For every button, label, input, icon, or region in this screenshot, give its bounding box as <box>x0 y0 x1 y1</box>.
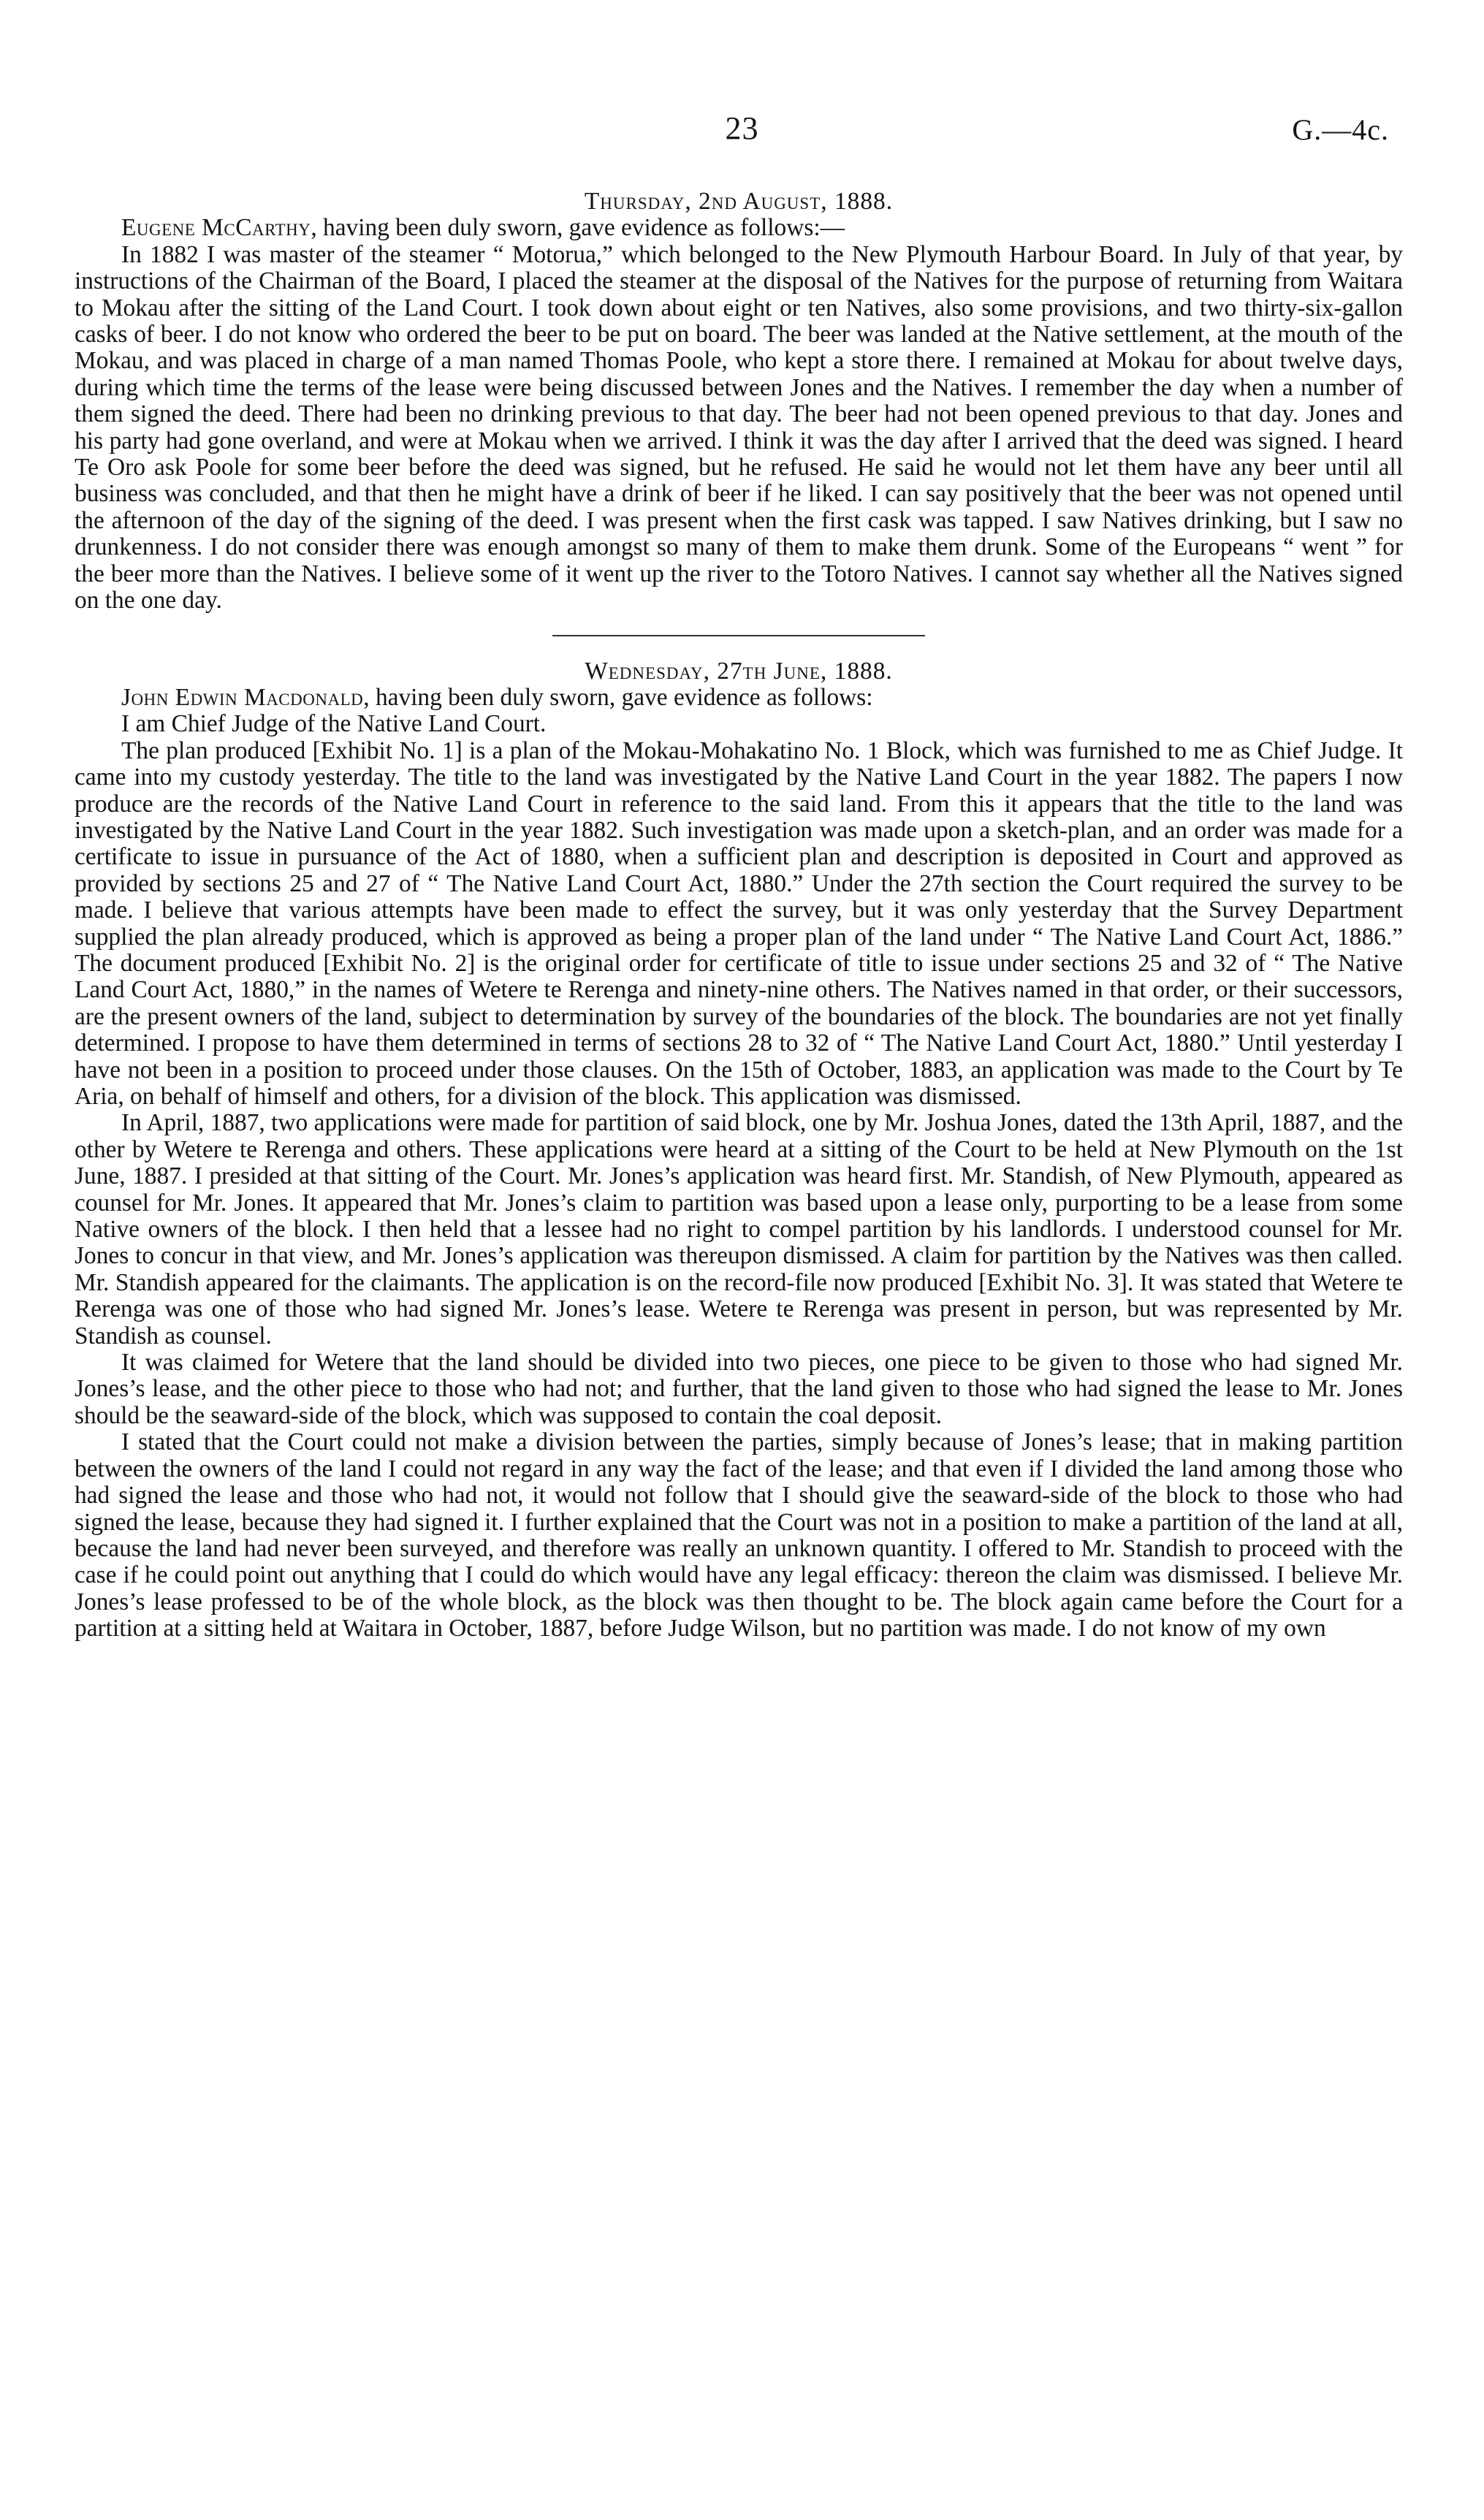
evidence-paragraph: In April, 1887, two applications were made for partition of said block, one by Mr. Joshua Jones, dated the 13th April, 1887, and the other by Wetere te Rerenga and others. These applications were heard at a sitting of the Court to be held at New Plymouth on the 1st June, 1887. I presided at that sitting of the Court. Mr. Jones’s application was heard first. Mr. Standish, of New Plymouth, appeared as counsel for Mr. Jones. It appeared that Mr. Jones’s claim to partition was based upon a lease only, purporting to be a lease from some Native owners of the block. I then held that a lessee had no right to compel partition by his landlords. I understood counsel for Mr. Jones to concur in that view, and Mr. Jones’s application was thereupon dismissed. A claim for partition by the Natives was then called. Mr. Standish appeared for the claimants. The application is on the record-file now produced [Exhibit No. 3]. It was stated that Wetere te Rerenga was one of those who had signed Mr. Jones’s lease. Wetere te Rerenga was present in person, but was represented by Mr. Standish as counsel. <box>75 1109 1403 1350</box>
evidence-section-macdonald <box>75 658 1403 1642</box>
date-heading: Wednesday, 27th June, 1888. <box>585 657 893 685</box>
witness-intro <box>75 685 1403 711</box>
date-heading: Thursday, 2nd August, 1888. <box>584 188 894 215</box>
evidence-section-mccarthy <box>75 189 1403 614</box>
witness-name: John Edwin Macdonald <box>121 683 364 711</box>
evidence-paragraph: The plan produced [Exhibit No. 1] is a plan of the Mokau-Mohakatino No. 1 Block, which was furnished to me as Chief Judge. It came into my custody yesterday. The title to the land was investigated by the Native Land Court in the year 1882. The papers I now produce are the records of the Native Land Court in reference to the said land. From this it appears that the title to the land was investigated by the Native Land Court in the year 1882. Such investigation was made upon a sketch-plan, and an order was made for a certificate to issue in pursuance of the Act of 1880, when a sufficient plan and description is deposited in Court and approved as provided by sections 25 and 27 of “ The Native Land Court Act, 1880.” Under the 27th section the Court required the survey to be made. I believe that various attempts have been made to effect the survey, but it was only yesterday that the Survey Department supplied the plan already produced, which is approved as being a proper plan of the land under “ The Native Land Court Act, 1886.” The document produced [Exhibit No. 2] is the original order for certificate of title to issue under sections 25 and 32 of “ The Native Land Court Act, 1880,” in the names of Wetere te Rerenga and ninety-nine others. The Natives named in that order, or their successors, are the present owners of the land, subject to determination by survey of the boundaries of the block. The boundaries are not yet finally determined. I propose to have them determined in terms of sections 28 to 32 of “ The Native Land Court Act, 1880.” Until yesterday I have not been in a position to proceed under those clauses. On the 15th of October, 1883, an application was made to the Court by Te Aria, on behalf of himself and others, for a division of the block. This application was dismissed. <box>75 736 1403 1110</box>
witness-intro-text: , having been duly sworn, gave evidence as follows: <box>363 683 873 711</box>
evidence-paragraph: I stated that the Court could not make a division between the parties, simply because of Jones’s lease; that in making partition between the owners of the land I could not regard in any way the fact of the lease; and that even if I divided the land among those who had signed the lease and those who had not, it would not follow that I should give the seaward-side of the block to those who had signed the lease, because they had signed it. I further explained that the Court was not in a position to make a partition of the land at all, because the land had never been surveyed, and therefore was really an unknown quantity. I offered to Mr. Standish to proceed with the case if he could point out anything that I could do which would have any legal efficacy: thereon the claim was dismissed. I believe Mr. Jones’s lease professed to be of the whole block, as the block was then thought to be. The block again came before the Court for a partition at a sitting held at Waitara in October, 1887, before Judge Wilson, but no partition was made. I do not know of my own <box>75 1428 1403 1642</box>
evidence-paragraph: In 1882 I was master of the steamer “ Motorua,” which belonged to the New Plymouth Harbour Board. In July of that year, by instructions of the Chairman of the Board, I placed the steamer at the disposal of the Natives for the purpose of returning from Waitara to Mokau after the sitting of the Land Court. I took down about eight or ten Natives, also some provisions, and two thirty-six-gallon casks of beer. I do not know who ordered the beer to be put on board. The beer was landed at the Native settlement, at the mouth of the Mokau, and was placed in charge of a man named Thomas Poole, who kept a store there. I remained at Mokau for about twelve days, during which time the terms of the lease were being discussed between Jones and the Natives. I remember the day when a number of them signed the deed. There had been no drinking previous to that day. The beer had not been opened previous to that day. Jones and his party had gone overland, and were at Mokau when we arrived. I think it was the day after I arrived that the deed was signed. I heard Te Oro ask Poole for some beer before the deed was signed, but he refused. He said he would not let them have any beer until all business was concluded, and that then he might have a drink of beer if he liked. I can say positively that the beer was not opened until the afternoon of the day of the signing of the deed. I was present when the first cask was tapped. I saw Natives drinking, but I saw no drunkenness. I do not consider there was enough amongst so many of them to make them drunk. Some of the Europeans “ went ” for the beer more than the Natives. I believe some of it went up the river to the Totoro Natives. I cannot say whether all the Natives signed on the one day. <box>75 240 1403 614</box>
evidence-paragraph: It was claimed for Wetere that the land should be divided into two pieces, one piece to be given to those who had signed Mr. Jones’s lease, and the other piece to those who had not; and further, that the land given to those who had signed the lease to Mr. Jones should be the seaward-side of the block, which was supposed to contain the coal deposit. <box>75 1349 1403 1429</box>
witness-intro-text: , having been duly sworn, gave evidence as follows:— <box>311 214 845 242</box>
section-divider <box>552 635 925 636</box>
page-header <box>0 110 1484 153</box>
page-number: 23 <box>725 110 759 146</box>
document-reference: G.—4c. <box>1292 113 1389 146</box>
witness-intro <box>75 215 1403 241</box>
document-body <box>75 189 1403 1642</box>
evidence-paragraph: I am Chief Judge of the Native Land Court. <box>121 710 547 738</box>
witness-name: Eugene McCarthy <box>121 214 311 242</box>
